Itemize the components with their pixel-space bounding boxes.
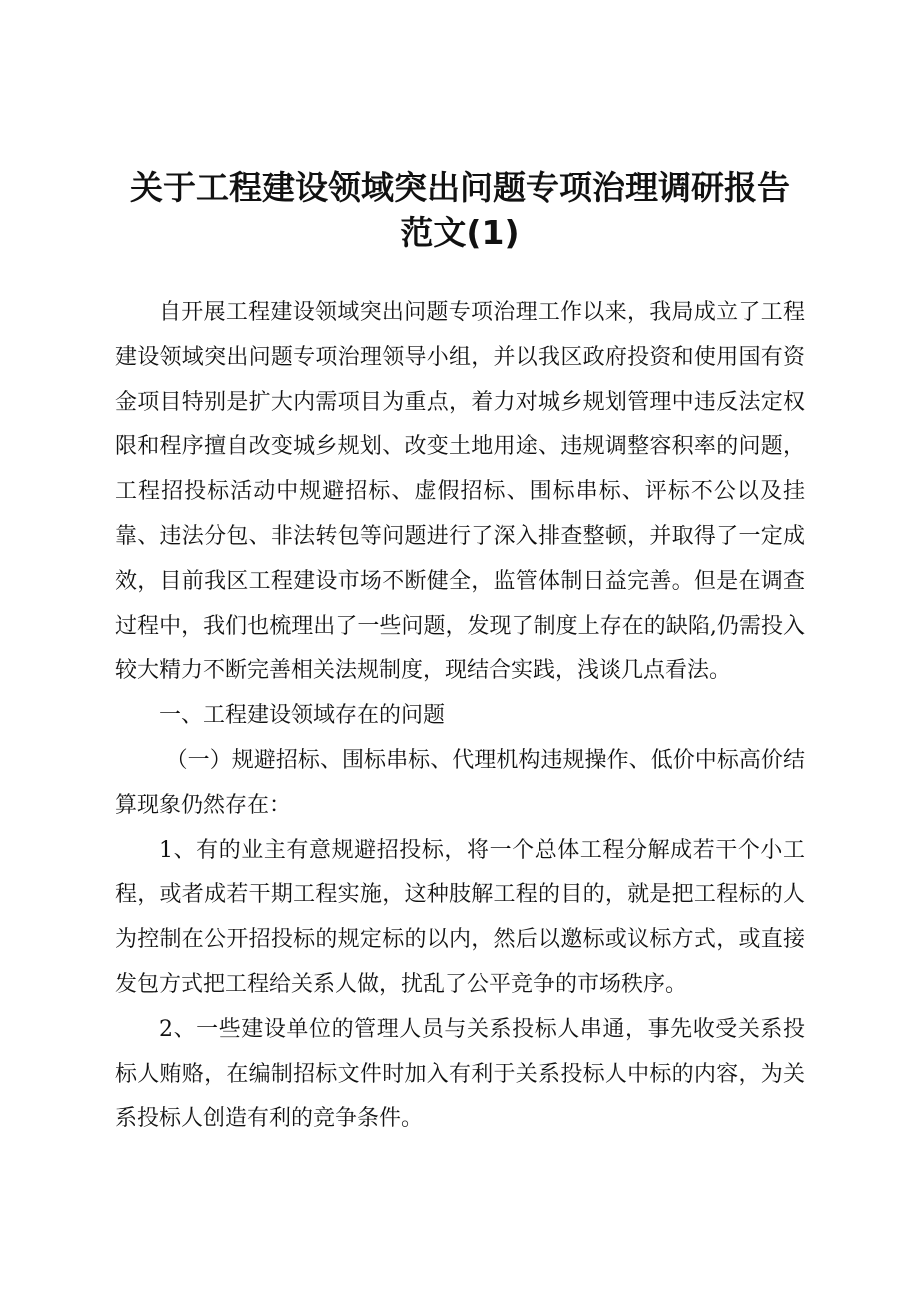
paragraph-intro: 自开展工程建设领域突出问题专项治理工作以来，我局成立了工程建设领域突出问题专项治理领导小组，并以我区政府投资和使用国有资金项目特别是扩大内需项目为重点，着力对城乡规划管理中违反法定权限和程序擅自改变城乡规划、改变土地用途、违规调整容积率的问题，工程招投标活动中规避招标、虚假招标、围标串标、评标不公以及挂靠、违法分包、非法转包等问题进行了深入排查整顿，并取得了一定成效，目前我区工程建设市场不断健全，监管体制日益完善。但是在调查过程中，我们也梳理出了一些问题，发现了制度上存在的缺陷,仍需投入较大精力不断完善相关法规制度，现结合实践，浅谈几点看法。	[115, 300, 805, 684]
paragraph-item-1: 1、有的业主有意规避招投标，将一个总体工程分解成若干个小工程，或者成若干期工程实施，这种肢解工程的目的，就是把工程标的人为控制在公开招投标的规定标的以内，然后以邀标或议标方式，或直接发包方式把工程给关系人做，扰乱了公平竞争的市场秩序。	[115, 837, 805, 997]
subsection-heading: （一）规避招标、围标串标、代理机构违规操作、低价中标高价结算现象仍然存在：	[115, 747, 805, 818]
document-title-line-1: 关于工程建设领域突出问题专项治理调研报告	[130, 168, 790, 207]
document-body	[115, 291, 805, 1142]
section-heading: 一、工程建设领域存在的问题	[159, 703, 446, 729]
paragraph-item-2: 2、一些建设单位的管理人员与关系投标人串通，事先收受关系投标人贿赂，在编制招标文件时加入有利于关系投标人中标的内容，为关系投标人创造有利的竞争条件。	[115, 1016, 805, 1132]
document-title-line-2: 范文(1)	[400, 213, 520, 252]
